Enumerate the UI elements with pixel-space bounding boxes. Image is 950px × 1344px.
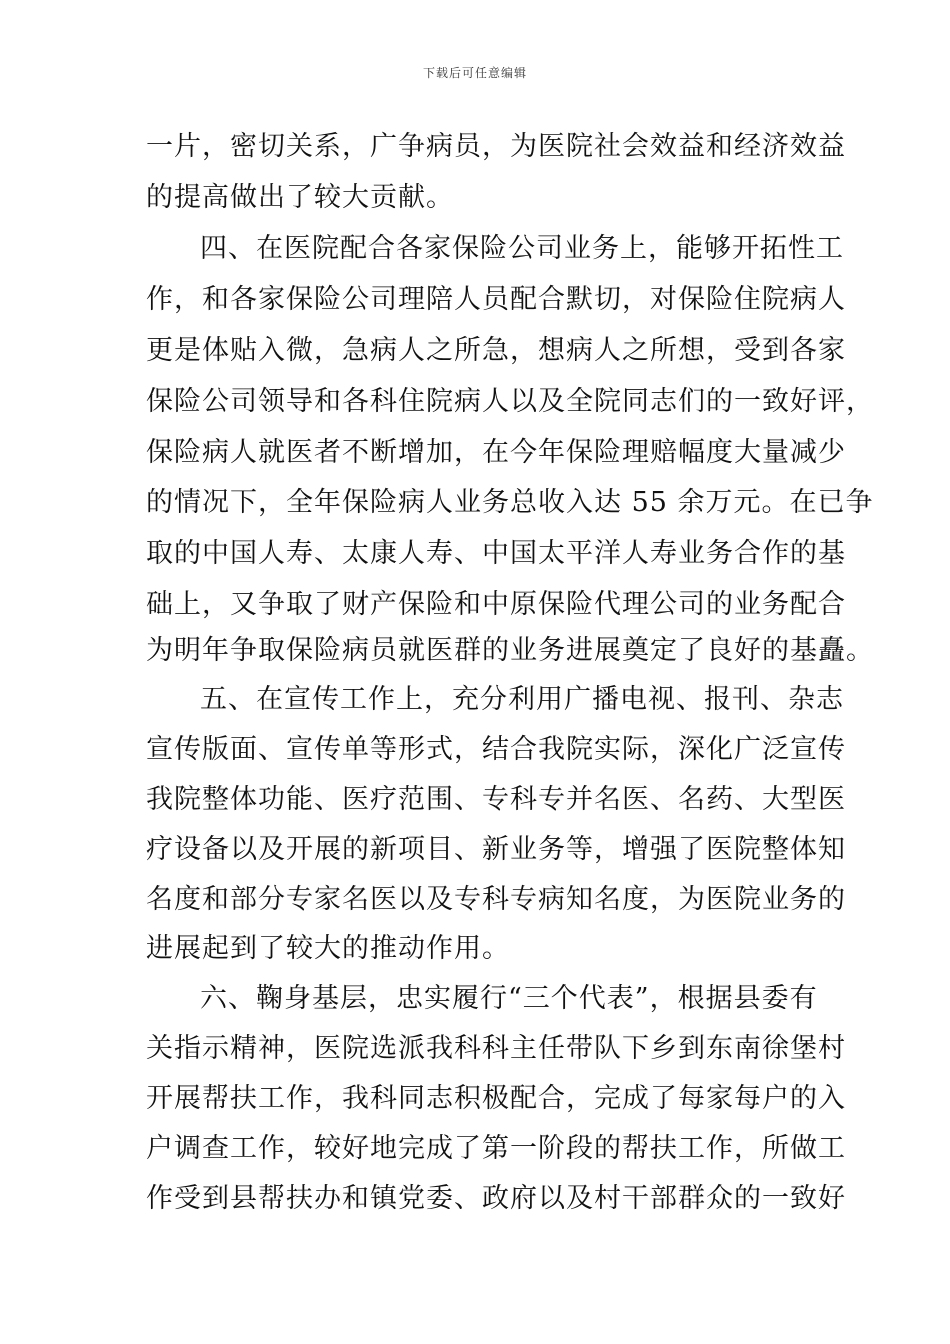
text-line: 作，和各家保险公司理陪人员配合默切，对保险住院病人 — [146, 284, 846, 315]
text-line: 为明年争取保险病员就医群的业务进展奠定了良好的基矗。 — [146, 635, 874, 666]
page-header: 下载后可任意编辑 — [422, 66, 527, 80]
paragraph-start-line: 五、在宣传工作上，充分利用广播电视、报刊、杂志 — [200, 684, 844, 715]
text-line: 户调查工作，较好地完成了第一阶段的帮扶工作，所做工 — [146, 1133, 846, 1164]
text-line: 疗设备以及开展的新项目、新业务等，增强了医院整体知 — [146, 834, 846, 865]
text-line: 开展帮扶工作，我科同志积极配合，完成了每家每户的入 — [146, 1083, 846, 1114]
text-line: 取的中国人寿、太康人寿、中国太平洋人寿业务合作的基 — [146, 538, 846, 569]
text-line: 作受到县帮扶办和镇党委、政府以及村干部群众的一致好 — [146, 1183, 846, 1214]
text-line: 一片，密切关系，广争病员，为医院社会效益和经济效益 — [146, 131, 846, 162]
text-line: 的情况下，全年保险病人业务总收入达 55 余万元。在已争 — [146, 487, 874, 518]
text-line: 的提高做出了较大贡献。 — [146, 182, 454, 213]
text-line: 更是体贴入微，急病人之所急，想病人之所想，受到各家 — [146, 335, 846, 366]
text-line: 进展起到了较大的推动作用。 — [146, 933, 510, 964]
text-line: 保险公司领导和各科住院病人以及全院同志们的一致好评， — [146, 386, 874, 417]
text-line: 关指示精神，医院选派我科科主任带队下乡到东南徐堡村 — [146, 1033, 846, 1064]
text-line: 保险病人就医者不断增加，在今年保险理赔幅度大量减少 — [146, 437, 846, 468]
paragraph-start-line: 六、鞠身基层，忠实履行“三个代表”，根据县委有 — [200, 983, 818, 1014]
text-line: 名度和部分专家名医以及专科专病知名度，为医院业务的 — [146, 884, 846, 915]
text-line: 宣传版面、宣传单等形式，结合我院实际，深化广泛宣传 — [146, 734, 846, 765]
text-line: 我院整体功能、医疗范围、专科专并名医、名药、大型医 — [146, 784, 846, 815]
paragraph-start-line: 四、在医院配合各家保险公司业务上，能够开拓性工 — [200, 233, 844, 264]
text-line: 础上，又争取了财产保险和中原保险代理公司的业务配合 — [146, 589, 846, 620]
